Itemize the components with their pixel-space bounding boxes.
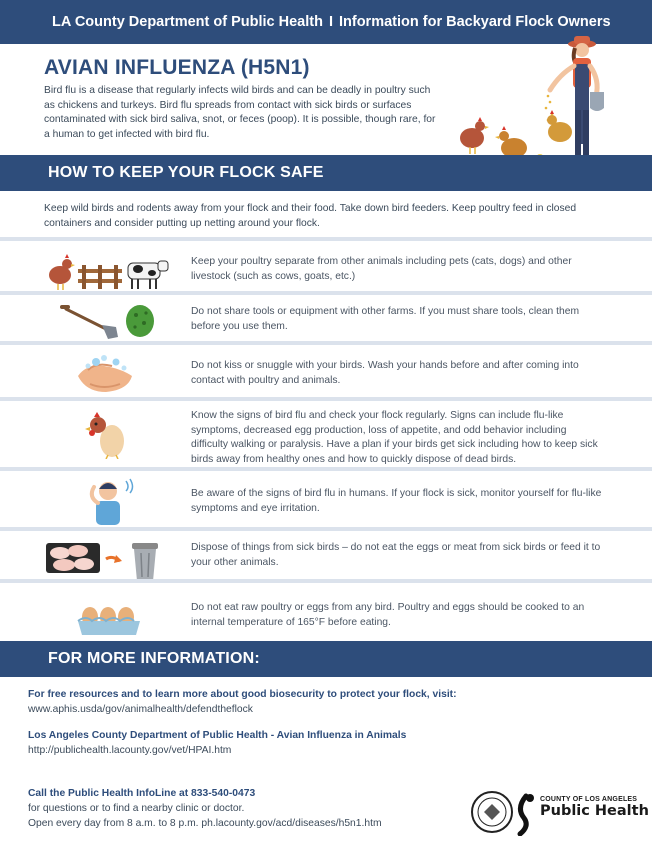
logo-public-health-text: Public Health <box>540 803 649 819</box>
tip-text: Be aware of the signs of bird flu in humans. If your flock is sick, monitor yourself for flu-like symptoms and eye irritation. <box>191 488 602 514</box>
flock-safe-lead: Keep wild birds and rodents away from your flock and their food. Take down bird feeders. Keep poultry feed in closed containers and consider putting up netting around your flock. <box>44 203 577 229</box>
tip-text: Do not kiss or snuggle with your birds. Wash your hands before and after coming into contact with poultry and animals. <box>191 360 579 386</box>
tip-row-hand-washing <box>0 341 652 397</box>
header-separator: I <box>328 14 333 30</box>
header-subtitle: Information for Backyard Flock Owners <box>338 14 611 30</box>
sick-chicken-icon <box>40 411 170 459</box>
section-banner-keep-flock-safe: HOW TO KEEP YOUR FLOCK SAFE <box>0 155 652 191</box>
resources-heading: For free resources and to learn more about good biosecurity to protect your flock, visit: <box>28 689 457 700</box>
chicken-fence-cow-icon <box>40 247 170 295</box>
header-org: LA County Department of Public Health <box>52 14 323 30</box>
lac-link[interactable]: http://publichealth.lacounty.gov/vet/HPAI.htm <box>28 745 232 756</box>
logo-county-text: COUNTY OF LOS ANGELES <box>540 796 638 803</box>
tip-row-separate-animals <box>0 237 652 291</box>
infoline-line2: Open every day from 8 a.m. to 8 p.m. ph.lacounty.gov/acd/diseases/h5n1.htm <box>28 818 382 829</box>
tip-row-share-tools <box>0 291 652 341</box>
sick-person-icon <box>40 477 170 525</box>
tip-row-signs-in-humans <box>0 467 652 527</box>
resources-link[interactable]: www.aphis.usda/gov/animalhealth/defendtheflock <box>28 704 253 715</box>
lac-heading: Los Angeles County Department of Public Health - Avian Influenza in Animals <box>28 730 407 741</box>
shovel-sponge-icon <box>40 297 170 345</box>
tip-text: Do not eat raw poultry or eggs from any bird. Poultry and eggs should be cooked to an internal temperature of 165°F before eating. <box>191 602 585 628</box>
egg-carton-icon <box>40 591 170 639</box>
section-banner-more-info: FOR MORE INFORMATION: <box>0 641 652 677</box>
tip-text: Dispose of things from sick birds – do not eat the eggs or meat from sick birds or feed it to your other animals. <box>191 542 601 568</box>
meat-to-trash-icon <box>40 535 170 583</box>
infoline-line1: for questions or to find a nearby clinic or doctor. <box>28 803 245 814</box>
tip-text: Know the signs of bird flu and check your flock regularly. Signs can include flu-like symptoms, decreased egg production, loss of appetite, and odd behavior including difficulty walking or paralysis. Have a plan if your birds get sick including how to keep sick birds away from healthy ones and how to quickly dispose of dead birds. <box>191 410 598 465</box>
tip-text: Do not share tools or equipment with other farms. If you must share tools, clean them before you use them. <box>191 306 580 332</box>
intro-paragraph: Bird flu is a disease that regularly infects wild birds and can be deadly in poultry such as chickens and turkeys. Bird flu spreads from contact with sick birds or surfaces contaminated with sick bird saliva, snot, or feces (poop). It is possible, though rare, for a human to get infected with bird flu. <box>44 85 436 140</box>
public-health-wordmark <box>540 796 649 819</box>
tip-row-cook-food <box>0 579 652 641</box>
tip-row-dispose <box>0 527 652 579</box>
hand-washing-icon <box>40 350 170 398</box>
tip-row-signs-in-flock <box>0 397 652 467</box>
page-title: AVIAN INFLUENZA (H5N1) <box>44 56 310 79</box>
tip-text: Keep your poultry separate from other animals including pets (cats, dogs) and other livestock (such as cows, goats, etc.) <box>191 256 572 282</box>
infoline-heading: Call the Public Health InfoLine at 833-540-0473 <box>28 788 256 799</box>
